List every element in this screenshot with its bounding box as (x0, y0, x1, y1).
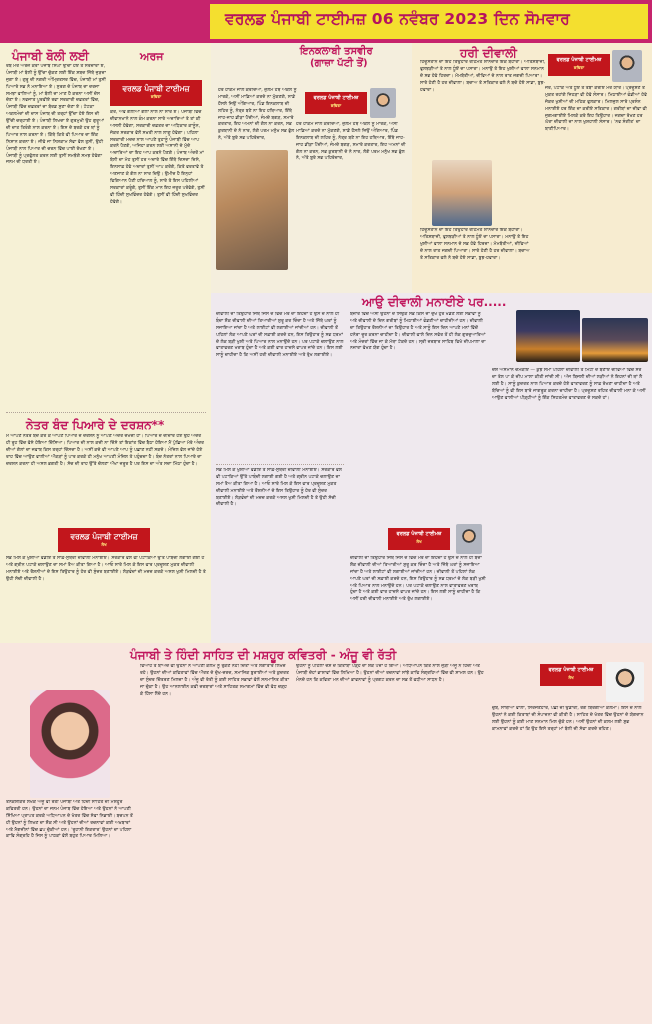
article-aao-col1-bottom: ਸਭ ਮਿਲ ਕੇ ਖੁਸ਼ੀਆਂ ਵੰਡੀਏ ਤੇ ਸਾਫ਼-ਸੁਥਰੀ ਦੀਵਾਲੀ ਮਨਾਈਏ। ਸਰਕਾਰ ਵੱਲੋਂ ਵੀ ਪਟਾਕਿਆਂ ਉੱਤੇ ਪਾਬੰਦੀ ਲਗਾਈ ਗਈ ਹੈ ਅਤੇ ਗ੍ਰੀਨ ਪਟਾਕੇ ਚਲਾਉਣ ਦਾ ਸਮਾਂ ਤੈਅ ਕੀਤਾ ਗਿਆ ਹੈ। ਆਓ ਸਾਰੇ ਮਿਲ ਕੇ ਇਸ ਵਾਰ ਪ੍ਰਦੂਸ਼ਣ ਮੁਕਤ ਦੀਵਾਲੀ ਮਨਾਈਏ ਅਤੇ ਰੌਸ਼ਨੀਆਂ ਦੇ ਇਸ ਤਿਉਹਾਰ ਨੂੰ ਹੋਰ ਵੀ ਸੁੰਦਰ ਬਣਾਈਏ। ਲੋੜਵੰਦਾਂ ਦੀ ਮਦਦ ਕਰਕੇ ਅਸਲ ਖੁਸ਼ੀ ਮਿਲਦੀ ਹੈ ਤੇ ਉਹੀ ਸੱਚੀ ਦੀਵਾਲੀ ਹੈ। (216, 468, 342, 508)
article-tasveer-text: ਹਰ ਹਾਕਮ ਜਾਲ ਕਰੇਂਦਿਆਂ, ਜ਼ੁਲਮ ਹੱਥ ਅਕਲ ਨੂੰ ਮਾਰਕੇ, ਅਸੀਂ ਮਾਡਿਆਂ ਕਰਦੇ ਨਾ ਮੁੱਕਣਗੇ, ਸਾਡੇ ਹੌਸਲੇ ਜਿਉਂ ਅੰਗਿਆਰ, ਪਿੰਡ ਇਨਕਲਾਬ ਦੀ ਲਹਿਰ ਨੂੰ, ਨੇਤ੍ਰ ਬਣੇ ਨਾ ਇਹ ਹਥਿਆਰ, ਇੱਥੇ ਜਾਹ-ਜਾਹ ਡੀੜਾ ਪੈਂਦੀਆਂ, ਜੰਮਦੇ ਬਗੜ, ਸਮਾਰੇ ਕਰਤਾਰ, ਇਹ ਅਮਨਾਂ ਦੀ ਗੱਲ ਨਾ ਕਰਨ, ਸਭ ਕੁਰਬਾਨੀ ਦੇ ਨੇ ਨਾਰ, ਲੱਗੇ ਪਰਮ ਮਨੁੱਖ ਸਭ ਭੁੱਲ ਨੇ, ਅੱਤੇ ਬੁਰੇ ਸਭ ਪਹਿਰੇਦਾਰ, (296, 122, 406, 162)
author-photo-tasveer (370, 88, 396, 118)
photo-diwali-lamps-2 (582, 318, 648, 362)
brand-sub: ਕਵਿਤਾ (150, 94, 162, 100)
brand-logo-boli (110, 80, 202, 106)
article-aao-col2-bottom: ਦੀਵਾਲੀ ਦਾ ਤਿਉਹਾਰ ਜਿਥੇ ਜਿਸੇ ਦੇ ਵਿਚ ਮੇਰੇ ਦਾ ਇਹਦਾ ਹੈ ਉਸ ਦੇ ਨਾਲ ਹੀ ਬੰਦਾ ਸ਼ੌਕ ਦੀਵਾਲੀ ਦੀਆਂ ਤਿਆਰੀਆਂ ਸ਼ੁਰੂ ਕਰ ਦਿੰਦਾ ਹੈ ਅਤੇ ਜਿੱਥੇ ਘਰਾਂ ਨੂੰ ਸਜਾਇਆ ਜਾਂਦਾ ਹੈ ਅਤੇ ਲਾਈਟਾਂ ਵੀ ਲਗਾਈਆਂ ਜਾਂਦੀਆਂ ਹਨ। ਦੀਵਾਲੀ ਤੋਂ ਪਹਿਲਾਂ ਲੋਕ ਆਪਣੇ ਘਰਾਂ ਦੀ ਸਫ਼ਾਈ ਕਰਦੇ ਹਨ, ਇਸ ਤਿਉਹਾਰ ਨੂੰ ਸਭ ਧਰਮਾਂ ਦੇ ਲੋਕ ਬੜੀ ਖੁਸ਼ੀ ਅਤੇ ਪਿਆਰ ਨਾਲ ਮਨਾਉਂਦੇ ਹਨ। ਪਰ ਪਟਾਕੇ ਚਲਾਉਣ ਨਾਲ ਵਾਤਾਵਰਣ ਖਰਾਬ ਹੁੰਦਾ ਹੈ ਅਤੇ ਕਈ ਵਾਰ ਹਾਦਸੇ ਵਾਪਰ ਜਾਂਦੇ ਹਨ। ਇਸ ਲਈ ਸਾਨੂੰ ਚਾਹੀਦਾ ਹੈ ਕਿ ਅਸੀਂ ਹਰੀ ਦੀਵਾਲੀ ਮਨਾਈਏ ਅਤੇ ਰੁੱਖ ਲਗਾਈਏ। (350, 556, 486, 603)
brand-sub: ਲੇਖ (416, 538, 422, 544)
photo-gaza-children (216, 150, 288, 270)
author-photo-kavitri (606, 662, 644, 702)
photo-anju-rattee (30, 690, 110, 798)
photo-diwali-lamps-1 (516, 310, 580, 362)
brand-name: ਵਰਲਡ ਪੰਜਾਬੀ ਟਾਈਮਜ਼ (70, 532, 138, 541)
brand-sub: ਲੇਖ (101, 542, 107, 548)
masthead (0, 0, 652, 43)
author-photo-aao (456, 524, 482, 554)
brand-sub: ਕਵਿਤਾ (573, 64, 585, 70)
article-aao-col1-top: ਦੀਵਾਲੀ ਦਾ ਤਿਉਹਾਰ ਜਿਥੇ ਜਿਸੇ ਦੇ ਵਿਚ ਮੇਰੇ ਦਾ ਇਹਦਾ ਹੈ ਉਸ ਦੇ ਨਾਲ ਹੀ ਬੰਦਾ ਸ਼ੌਕ ਦੀਵਾਲੀ ਦੀਆਂ ਤਿਆਰੀਆਂ ਸ਼ੁਰੂ ਕਰ ਦਿੰਦਾ ਹੈ ਅਤੇ ਜਿੱਥੇ ਘਰਾਂ ਨੂੰ ਸਜਾਇਆ ਜਾਂਦਾ ਹੈ ਅਤੇ ਲਾਈਟਾਂ ਵੀ ਲਗਾਈਆਂ ਜਾਂਦੀਆਂ ਹਨ। ਦੀਵਾਲੀ ਤੋਂ ਪਹਿਲਾਂ ਲੋਕ ਆਪਣੇ ਘਰਾਂ ਦੀ ਸਫ਼ਾਈ ਕਰਦੇ ਹਨ, ਇਸ ਤਿਉਹਾਰ ਨੂੰ ਸਭ ਧਰਮਾਂ ਦੇ ਲੋਕ ਬੜੀ ਖੁਸ਼ੀ ਅਤੇ ਪਿਆਰ ਨਾਲ ਮਨਾਉਂਦੇ ਹਨ। ਪਰ ਪਟਾਕੇ ਚਲਾਉਣ ਨਾਲ ਵਾਤਾਵਰਣ ਖਰਾਬ ਹੁੰਦਾ ਹੈ ਅਤੇ ਕਈ ਵਾਰ ਹਾਦਸੇ ਵਾਪਰ ਜਾਂਦੇ ਹਨ। ਇਸ ਲਈ ਸਾਨੂੰ ਚਾਹੀਦਾ ਹੈ ਕਿ ਅਸੀਂ ਹਰੀ ਦੀਵਾਲੀ ਮਨਾਈਏ ਅਤੇ ਰੁੱਖ ਲਗਾਈਏ। (216, 312, 344, 359)
article-diwali-text-right: ਜੇਰ, ਪਟਾਕੇ ਅਤੇ ਧੂੰਏਂ ਤੋਂ ਤੌਬਾ ਕਰੀਏ ਮੇਰੇ ਯਾਰ। ਪ੍ਰਦੂਸ਼ਣ ਤੋਂ ਮੁਕਤ ਰਹਾਂਗੇ ਜਿਹੜਾ ਵੀ ਹੋਵੇ ਸੰਸਾਰ। ਮਿਠਾਈਆਂ ਵੰਡੀਆਂ ਹੋਵੇ ਜੇਕਰ ਖੁਸ਼ੀਆਂ ਦੀ ਮਹਿਕ ਫੁਲਕਾਰ। ਮਿਲਜੁਲ ਸਾਰੇ ਪ੍ਰਸੰਨ ਮਨਾਈਏ ਹਰ ਇੱਕ ਦਾ ਕਰੀਏ ਸਤਿਕਾਰ। ਗਰੀਬਾਂ ਦਾ ਦੀਵਾ ਵੀ ਜੁਗਮਗਾਈਏ ਮਿਲਕੇ ਕਰੇ ਇਹ ਤਿਉਹਾਰ। ਜਗਦਾ ਰੱਖਣ ਹਰ ਘੇਰਾ ਦੀਵਾਲੀ ਦਾ ਨਾਲ ਖੁਸ਼ਹਾਲੀ ਸੰਸਾਰ। 'ਨਵ ਸੰਗੀਤ' ਦਾ ਬਾਣੀਪਿਆਰ। (545, 86, 647, 133)
heading-aao-diwali: ਆਉ ਦੀਵਾਲੀ ਮਨਾਈਏ ਪਰ..... (362, 295, 507, 309)
heading-hari-diwali: ਹਰੀ ਦੀਵਾਲੀ (460, 46, 517, 60)
heading-araj: ਅਰਜ (140, 50, 164, 63)
brand-logo-tasveer (305, 92, 367, 114)
article-tasveer-intro: ਹਰ ਹਾਕਮ ਜਾਲ ਕਰੇਂਦਿਆਂ, ਜ਼ੁਲਮ ਹੱਥ ਅਕਲ ਨੂੰ ਮਾਰਕੇ, ਅਸੀਂ ਮਾਡਿਆਂ ਕਰਦੇ ਨਾ ਮੁੱਕਣਗੇ, ਸਾਡੇ ਹੌਸਲੇ ਜਿਉਂ ਅੰਗਿਆਰ, ਪਿੰਡ ਇਨਕਲਾਬ ਦੀ ਲਹਿਰ ਨੂੰ, ਨੇਤ੍ਰ ਬਣੇ ਨਾ ਇਹ ਹਥਿਆਰ, ਇੱਥੇ ਜਾਹ-ਜਾਹ ਡੀੜਾ ਪੈਂਦੀਆਂ, ਜੰਮਦੇ ਬਗੜ, ਸਮਾਰੇ ਕਰਤਾਰ, ਇਹ ਅਮਨਾਂ ਦੀ ਗੱਲ ਨਾ ਕਰਨ, ਸਭ ਕੁਰਬਾਨੀ ਦੇ ਨੇ ਨਾਰ, ਲੱਗੇ ਪਰਮ ਮਨੁੱਖ ਸਭ ਭੁੱਲ ਨੇ, ਅੱਤੇ ਬੁਰੇ ਸਭ ਪਹਿਰੇਦਾਰ, (218, 88, 297, 142)
brand-sub: ਲੇਖ (568, 674, 574, 680)
brand-name: ਵਰਲਡ ਪੰਜਾਬੀ ਟਾਈਮਜ਼ (122, 84, 190, 93)
heading-tasveer-line1: ਇਨਕਲਾਬੀ ਤਸਵੀਰ (300, 46, 373, 57)
brand-name: ਵਰਲਡ ਪੰਜਾਬੀ ਟਾਈਮਜ਼ (313, 95, 359, 101)
article-diwali-text: ਹਿੰਦੂਸਤਾਨ ਦਾ ਇਹ ਤਿਉਹਾਰ ਰਹਿਮਤ ਸ਼ਾਨਦਾਰ ਇੱਕ ਬਹਾਰਾ। ਅਤਿਸ਼ਬਾਜ਼ੀ, ਫੁਲਝੜੀਆਂ ਤੇ ਨਾਲ ਧੂੰਏਂ ਦਾ ਪਸਾਰਾ। ਮਨਾਉ ਤੇ ਇਹ ਖੁਸ਼ੀਆਂ ਵਾਲਾ ਸਨਮਾਨ ਦੇ ਸਭ ਹੋਵੇ ਹਿਰਦਾ। ਮੋਮਬੱਤੀਆਂ, ਦੀਵਿਆਂ ਦੇ ਨਾਲ ਰਾਤ ਜਗਦੀ ਪਿਆਰਾ। ਸਾਰੇ ਹੋਣੀ ਹੈ ਹਰ ਦੀਵਾਲਾ। ਬਚਾਅ ਤੇ ਸਤਿਕਾਰ ਵਲੇ ਨੇ ਬਚੇ ਹੋਏ ਸਾਡਾ, ਬੁਝ-ਹਵਾਰਾ। (420, 60, 546, 93)
article-kavitri-col1: ਤਨਕਸ਼ੀਕਰ ਲੇਖਕ ਅੰਜੂ ਵੀ ਰੱਤੀ ਪੰਜਾਬੀ ਅਤੇ ਹਿੰਦੀ ਸਾਹਿਤ ਦੀ ਮਸ਼ਹੂਰ ਕਵਿਤਰੀ ਹਨ। ਉਹਨਾਂ ਦਾ ਜਨਮ ਪੰਜਾਬ ਵਿੱਚ ਹੋਇਆ ਅਤੇ ਉਹਨਾਂ ਨੇ ਆਪਣੀ ਸਿੱਖਿਆ ਪ੍ਰਾਪਤ ਕਰਕੇ ਅਧਿਆਪਨ ਦੇ ਖੇਤਰ ਵਿੱਚ ਸੇਵਾ ਨਿਭਾਈ। ਬਚਪਨ ਤੋਂ ਹੀ ਉਹਨਾਂ ਨੂੰ ਲਿਖਣ ਦਾ ਸ਼ੌਕ ਸੀ ਅਤੇ ਉਹਨਾਂ ਦੀਆਂ ਰਚਨਾਵਾਂ ਕਈ ਅਖ਼ਬਾਰਾਂ ਅਤੇ ਮੈਗਜ਼ੀਨਾਂ ਵਿੱਚ ਛਪ ਚੁੱਕੀਆਂ ਹਨ। 'ਰੂਹਾਨੀ ਇਕਰਾਰ' ਉਹਨਾਂ ਦਾ ਪਹਿਲਾ ਕਾਵਿ ਸੰਗ੍ਰਹਿ ਹੈ ਜਿਸ ਨੂੰ ਪਾਠਕਾਂ ਵੱਲੋਂ ਬਹੁਤ ਪਿਆਰ ਮਿਲਿਆ। (6, 800, 133, 840)
heading-tasveer-line2: (ਗਾਜ਼ਾ ਪੱਟੀ ਤੋਂ) (310, 58, 368, 69)
article-aao-col3: ਦੇਸ਼ੋ ਅਸਮਾਨ ਚਮਕੀਏ — ਕੁਝ ਸਮਾਂ ਪਹਿਲਾਂ ਦੀਵਾਲੀ ਤੇ ਮਿੱਟੀ ਦੇ ਬਣਾਏ ਦੀਵਿਆਂ ਵਿੱਚ ਸਰੋਂ ਦਾ ਤੇਲ ਪਾ ਕੇ ਦੀਪ ਮਾਲਾ ਕੀਤੀ ਜਾਂਦੀ ਸੀ। ਅੱਜ ਬਿਜਲੀ ਦੀਆਂ ਲੜੀਆਂ ਨੇ ਇਹਨਾਂ ਦੀ ਥਾਂ ਲੈ ਲਈ ਹੈ। ਸਾਨੂੰ ਕੁਦਰਤ ਨਾਲ ਪਿਆਰ ਕਰਦੇ ਹੋਏ ਵਾਤਾਵਰਣ ਨੂੰ ਸਾਫ਼ ਰੱਖਣਾ ਚਾਹੀਦਾ ਹੈ ਅਤੇ ਬੱਚਿਆਂ ਨੂੰ ਵੀ ਇਸ ਬਾਰੇ ਜਾਗਰੂਕ ਕਰਨਾ ਚਾਹੀਦਾ ਹੈ। ਪ੍ਰਦੂਸ਼ਣ ਰਹਿਤ ਦੀਵਾਲੀ ਮਨਾ ਕੇ ਅਸੀਂ ਆਉਣ ਵਾਲੀਆਂ ਪੀੜ੍ਹੀਆਂ ਨੂੰ ਇੱਕ ਸਿਹਤਮੰਦ ਵਾਤਾਵਰਣ ਦੇ ਸਕਦੇ ਹਾਂ। (492, 368, 646, 401)
article-diwali-text-end: ਹਿੰਦੂਸਤਾਨ ਦਾ ਇਹ ਤਿਉਹਾਰ ਰਹਿਮਤ ਸ਼ਾਨਦਾਰ ਇੱਕ ਬਹਾਰਾ। ਅਤਿਸ਼ਬਾਜ਼ੀ, ਫੁਲਝੜੀਆਂ ਤੇ ਨਾਲ ਧੂੰਏਂ ਦਾ ਪਸਾਰਾ। ਮਨਾਉ ਤੇ ਇਹ ਖੁਸ਼ੀਆਂ ਵਾਲਾ ਸਨਮਾਨ ਦੇ ਸਭ ਹੋਵੇ ਹਿਰਦਾ। ਮੋਮਬੱਤੀਆਂ, ਦੀਵਿਆਂ ਦੇ ਨਾਲ ਰਾਤ ਜਗਦੀ ਪਿਆਰਾ। ਸਾਰੇ ਹੋਣੀ ਹੈ ਹਰ ਦੀਵਾਲਾ। ਬਚਾਅ ਤੇ ਸਤਿਕਾਰ ਵਲੇ ਨੇ ਬਚੇ ਹੋਏ ਸਾਡਾ, ਬੁਝ-ਹਵਾਰਾ। (420, 228, 530, 261)
article-araj-text: ਕਰੋ, ਐਵੇਂ ਗੱਲੀਆਂ ਗੱਲਾਂ ਨਾਲ ਨਾ ਸਾਰੋ ਏ। ਪੰਜਾਬੀ ਵਿੱਚ ਦੀਵਾਨਖਾਨੇ ਨਾਲ ਕੰਮ ਕਰਨਾ ਸਾਰੇ ਅਦਾਰਿਆਂ ਤੇ ਤਾਂ ਕੀ ਅਸਲੀ ਹੋਵੇਗਾ, ਸਰਕਾਰੀ ਦਫ਼ਤਰ ਦਾ ਅਧਿਕਾਰ ਕਾਨੂੰਨ, ਜੇਕਰ ਸਰਕਾਰ ਵੱਲੋਂ ਸਖ਼ਤੀ ਨਾਲ ਲਾਗੂ ਹੋਵੇਗਾ। ਪਹਿਲਾ ਸਰਕਾਰੀ ਮਦਦ ਨਾਲ ਆਪਣੇ ਤੁਹਾਨੂੰ ਪੰਜਾਬੀ ਵਿੱਚ ਆਪ ਕਰਨੇ ਪੈਣਗੇ, ਅਜਿਹਾ ਕਰਨ ਲਈ ਅਸਾਨੀ ਦੇ ਮੁੱਦੇ ਅਦਾਰਿਆਂ ਦਾ ਇਹ ਆਪ ਕਰਨੇ ਪੈਣਗੇ। ਪੰਜਾਬ ਅੰਦਰੋਂ ਮਾਂ ਬੋਲੀ ਦਾ ਮੋਹ ਤੁਸੀਂ ਹਰ ਅਦਾਰੇ ਵਿੱਚ ਇੱਥੇ ਦਿਸਦਾ ਦਿਸੇ, ਇਨਸਾਫ਼ ਹੋਵੇ ਅਦਾਰਾਂ ਤੁਸੀਂ ਆਪ ਕਰੋਗੇ, ਕਿਤੇ ਵਰਤਾਵੇ ਤੇ ਅਣਜਾਣ ਕੇ ਗੱਲ ਨਾ ਸਾਰ ਦਿਉ। ਉਮੀਦ ਹੈ ਇਨ੍ਹਾਂ ਵਿਗਿਆਨ ਪੈਣੀ ਹਰਿਆਲ ਨੂੰ, ਸਾਰੇ ਤੇ ਇਸ ਪਹਿਲੀਆਂ ਸਰਕਾਰਾਂ ਕਰੂੰਗੇ, ਤੁਸੀਂ ਇੱਕ ਮਾਨ ਇਹ ਜਰੂਰ ਪਰੋਵੇਗੇ, ਤੁਸੀਂ ਵੀ ਹਿੰਦੀ ਸੁਖਵਿੰਦਰ ਹੋਵੇਗੇ। ਤੁਸੀਂ ਵੀ ਹਿੰਦੀ ਸੁਖਵਿੰਦਰ ਹੋਵੇਗੇ। (110, 110, 205, 205)
article-boli-text: ਰੱਬ ਮੇਰੇ ਅਰਜ਼ ਕਰਾਂ ਪੰਜਾਬ ਸਿੰਘਾਂ ਉੱਚਾ ਹੋਏ ਤੇ ਸਰਦਾਰਾ ਏ, ਪੰਜਾਬੀ ਮਾਂ ਬੋਲੀ ਨੂੰ ਉੱਚਾ ਚੁੱਕਣ ਲਈ ਇੱਕ ਸ਼ਬਦ ਜਿੱਥੇ ਜੁੜਦਾ ਜੁਗਾ ਏ। ਗੁਰੂ ਦੀ ਨਗਰੀ ਅੰਮ੍ਰਿਤਸਰ ਵਿੱਚ, ਪੰਜਾਬੀ ਮਾਂ ਤੁਸੀਂ ਪਿਆਰੇ ਸਭ ਨੇ ਮਨਾਇਆ ਏ। ਸੁਰਗ ਦੇ ਪੰਜਾਬ ਦਾ ਦਰਜਾ ਸਮਝਾ ਵਾਲਿਆਂ ਨੂੰ, ਮਾਂ ਬੋਲੀ ਦਾ ਮਾਣ ਹੈ ਕਰਨਾ ਅਸੀਂ ਦੱਸ ਦੇਣਾ ਏ। ਨਵਜਾਤ ਪੂਰਵੀਏ ਰਵਾ ਸਰਕਾਰੀ ਦਫ਼ਤਰਾਂ ਵਿੱਚ, ਪੰਜਾਬੀ ਵਿੱਚ ਦਫ਼ਤਰਾਂ ਦਾ ਬੋਰਡ ਸੁਣਾ ਦੇਣਾ ਏ। ਟੋਟਕਾ ਅਕਲਮੰਦਾਂ ਦੀ ਦਾਸ ਪੰਜਾਬ ਦੀ ਤਰ੍ਹਾਂ ਉੱਚਾ ਹੋਏ ਇਸ ਦੀ ਉੱਚੀ ਚਰ੍ਹਾਈ ਏ। ਪੰਜਾਬੀ ਲਿਖਦਾ ਏ ਗੁਰਮੁਖੀ ਉਹ ਗੁਰੂਆਂ ਦੀ ਦਾਤ ਤਿਰੰਗੇ ਨਾਲ ਕਰਨਾ ਏ। ਇਸ ਦੇ ਬਰਕੇ ਹਰ ਥਾਂ ਨੂੰ ਪਿਆਰ ਨਾਲ ਕਰਨਾ ਏ। ਕਿੱਥੇ ਕਿਤੇ ਵੀ ਪਿਆਰ ਦਾ ਇੱਕ ਨਿਸ਼ਾਨ ਕਰਨਾ ਏ। ਜੀਵੇ ਜਾ ਨਿਸ਼ਕਾਮ ਸੇਵਾ ਵੱਲ ਤੁਸੀਂ, ਉਹੀ ਪੰਜਾਬੀ ਨਾਲ ਪਿਆਰ ਦੀ ਚਰਨ ਵਿੱਚ ਪਾਈ ਰੱਖਣਾ ਏ। ਪੰਜਾਬੀ ਨੂੰ ਪ੍ਰਫੁੱਲਤ ਕਰਨ ਲਈ ਤੁਸੀਂ ਸਮਝੋਗੇ ਸਮਝ ਹੋਵੇਗਾ ਜਨਮ ਦੀ ਧਰਤੀ ਏ। (6, 64, 106, 166)
brand-logo-kavitri (540, 664, 602, 686)
masthead-title: ਵਰਲਡ ਪੰਜਾਬੀ ਟਾਈਮਜ਼ 06 ਨਵੰਬਰ 2023 ਦਿਨ ਸੋਮਵਾਰ (225, 10, 570, 28)
article-aao-col2: ਬਜ਼ਾਰ ਵਿੱਚ ਅਸੀਂ ਉਹਨਾਂ ਦੇ ਸਿਉਂਕ ਸਭ ਕਿਸੇ ਦਾ ਦੁੱਖ ਹੁਰ ਖੇਡਣ ਲਈ ਸਭਾਵਾਂ ਨੂੰ ਅਤੇ ਦੀਵਾਲੀ ਦੇ ਦਿਨ ਗਰੀਬਾਂ ਨੂੰ ਮਿਠਾਈਆਂ ਵੰਡਣੀਆਂ ਚਾਹੀਦੀਆਂ ਹਨ। ਦੀਵਾਲੀ ਦਾ ਤਿਉਹਾਰ ਰੌਸ਼ਨੀਆਂ ਦਾ ਤਿਉਹਾਰ ਹੈ ਅਤੇ ਸਾਨੂੰ ਇਸ ਦਿਨ ਆਪਣੇ ਮਨਾਂ ਵਿੱਚੋਂ ਹਨੇਰਾ ਦੂਰ ਕਰਨਾ ਚਾਹੀਦਾ ਹੈ। ਦੀਵਾਲੀ ਵਾਲੇ ਦਿਨ ਸਵੇਰ ਤੋਂ ਹੀ ਲੋਕ ਗੁਰਦੁਆਰਿਆਂ ਅਤੇ ਮੰਦਰਾਂ ਵਿੱਚ ਜਾ ਕੇ ਮੱਥਾ ਟੇਕਦੇ ਹਨ। ਸ੍ਰੀ ਦਰਬਾਰ ਸਾਹਿਬ ਵਿਖੇ ਦੀਪਮਾਲਾ ਦਾ ਨਜ਼ਾਰਾ ਵੇਖਣ ਯੋਗ ਹੁੰਦਾ ਹੈ। (350, 312, 486, 352)
brand-name: ਵਰਲਡ ਪੰਜਾਬੀ ਟਾਈਮਜ਼ (556, 57, 602, 63)
brand-logo-diwali (548, 54, 610, 76)
article-kavitri-col2: ਵਿਆਹ ਤੋਂ ਬਾਅਦ ਵੀ ਉਹਨਾਂ ਨੇ ਆਪਣੀ ਕਲਮ ਨੂੰ ਰੁਕਣ ਨਹੀਂ ਦਿੱਤਾ ਅਤੇ ਲਗਾਤਾਰ ਲਿਖਦੇ ਰਹੇ। ਉਹਨਾਂ ਦੀਆਂ ਕਵਿਤਾਵਾਂ ਵਿੱਚ ਔਰਤ ਦੇ ਦੁੱਖ-ਦਰਦ, ਸਮਾਜਿਕ ਬੁਰਾਈਆਂ ਅਤੇ ਕੁਦਰਤ ਦਾ ਸੁੰਦਰ ਚਿੱਤਰਣ ਮਿਲਦਾ ਹੈ। ਅੰਜੂ ਵੀ ਰੱਤੀ ਨੂੰ ਕਈ ਸਾਹਿਤ ਸਭਾਵਾਂ ਵੱਲੋਂ ਸਨਮਾਨਿਤ ਕੀਤਾ ਜਾ ਚੁੱਕਾ ਹੈ। ਉਹ ਆਨਲਾਈਨ ਕਵੀ ਦਰਬਾਰਾਂ ਅਤੇ ਸਾਹਿਤਕ ਸਮਾਗਮਾਂ ਵਿੱਚ ਵੀ ਵੱਧ ਚੜ੍ਹ ਕੇ ਹਿੱਸਾ ਲੈਂਦੇ ਹਨ। (140, 664, 290, 697)
divider (6, 412, 206, 413)
brand-sub: ਕਵਿਤਾ (330, 102, 342, 108)
article-netar-text-continued: ਸਭ ਮਿਲ ਕੇ ਖੁਸ਼ੀਆਂ ਵੰਡੀਏ ਤੇ ਸਾਫ਼-ਸੁਥਰੀ ਦੀਵਾਲੀ ਮਨਾਈਏ। ਸਰਕਾਰ ਵੱਲੋਂ ਵੀ ਪਟਾਕਿਆਂ ਉੱਤੇ ਪਾਬੰਦੀ ਲਗਾਈ ਗਈ ਹੈ ਅਤੇ ਗ੍ਰੀਨ ਪਟਾਕੇ ਚਲਾਉਣ ਦਾ ਸਮਾਂ ਤੈਅ ਕੀਤਾ ਗਿਆ ਹੈ। ਆਓ ਸਾਰੇ ਮਿਲ ਕੇ ਇਸ ਵਾਰ ਪ੍ਰਦੂਸ਼ਣ ਮੁਕਤ ਦੀਵਾਲੀ ਮਨਾਈਏ ਅਤੇ ਰੌਸ਼ਨੀਆਂ ਦੇ ਇਸ ਤਿਉਹਾਰ ਨੂੰ ਹੋਰ ਵੀ ਸੁੰਦਰ ਬਣਾਈਏ। ਲੋੜਵੰਦਾਂ ਦੀ ਮਦਦ ਕਰਕੇ ਅਸਲ ਖੁਸ਼ੀ ਮਿਲਦੀ ਹੈ ਤੇ ਉਹੀ ਸੱਚੀ ਦੀਵਾਲੀ ਹੈ। (6, 556, 206, 582)
heading-punjabi-boli: ਪੰਜਾਬੀ ਬੋਲੀ ਲਈ (12, 49, 89, 63)
brand-logo-aao (388, 528, 450, 550)
article-netar-text: ਮੈਂ ਆਪਣੇ ਨੇਤਰ ਬੰਦ ਕਰ ਕੇ ਆਪਣੇ ਪਿਆਰੇ ਦੇ ਦਰਸ਼ਨ ਨੂੰ ਆਪਣੇ ਅੰਦਰ ਦੇਖਦੀ ਹਾਂ। ਪਿਆਰੇ ਦੇ ਦੀਦਾਰ ਹੋਏ ਉਹ ਅੰਦਰ ਹੀ ਰੂਹ ਵਿੱਚ ਵੱਸੇ ਹੋਇਆ ਦਿੱਸਿਆ। ਪਿਆਰ ਦੀ ਨਾਲ ਕਦੀ ਨਾ ਦਿੱਸੇ ਤਾਂ ਇਕਾਂਤ ਵਿੱਚ ਬੈਠਾ ਹੋਇਆ ਮੈਂ ਪੁੱਛਿਆ ਮੇਰੇ ਅੰਦਰ ਦੀਆਂ ਗੱਲਾਂ ਦਾ ਜਵਾਬ ਕਿਸ ਤਰ੍ਹਾਂ ਦਿੱਸਦਾ ਹੈ। ਅਸੀਂ ਕਦੇ ਵੀ ਆਪਣੇ ਆਪ ਨੂੰ ਪਛਾਣ ਨਹੀਂ ਸਕਦੇ। ਮੰਜ਼ਿਲ ਵੱਲ ਜਾਂਦੇ ਹੋਏ ਰਾਹ ਵਿੱਚ ਆਉਣ ਵਾਲੀਆਂ ਔਕੜਾਂ ਨੂੰ ਪਾਰ ਕਰਕੇ ਹੀ ਮਨੁੱਖ ਆਪਣੀ ਮੰਜ਼ਿਲ ਤੇ ਪਹੁੰਚਦਾ ਹੈ। ਬੰਦ ਨੇਤਰਾਂ ਨਾਲ ਪਿਆਰੇ ਦਾ ਦਰਸ਼ਨ ਕਰਨਾ ਹੀ ਅਸਲ ਭਗਤੀ ਹੈ। ਸੱਚ ਦੀ ਰਾਹ ਉੱਤੇ ਚੱਲਣਾ ਔਖਾ ਜ਼ਰੂਰ ਹੈ ਪਰ ਇਸ ਦਾ ਅੰਤ ਸਦਾ ਮਿੱਠਾ ਹੁੰਦਾ ਹੈ। (6, 434, 205, 467)
heading-kavitri: ਪੰਜਾਬੀ ਤੇ ਹਿੰਦੀ ਸਾਹਿਤ ਦੀ ਮਸ਼ਹੂਰ ਕਵਿਤਰੀ - ਅੰਜੂ ਵੀ ਰੱਤੀ (130, 648, 397, 662)
brand-name: ਵਰਲਡ ਪੰਜਾਬੀ ਟਾਈਮਜ਼ (396, 531, 442, 537)
brand-logo-netar (58, 528, 150, 552)
photo-child-diwali (432, 160, 492, 226)
heading-netar: ਨੇਤਰ ਬੰਦ ਪਿਆਰੇ ਦੇ ਦਰਸ਼ਨ** (26, 418, 165, 432)
author-photo-diwali (612, 50, 642, 82)
brand-name: ਵਰਲਡ ਪੰਜਾਬੀ ਟਾਈਮਜ਼ (548, 667, 594, 673)
article-kavitri-col3: ਉਹਨਾਂ ਨੂੰ ਪਹਿਲਾ ਦੇਸ਼ ਦੇ ਕਿਤਾਬਾਂ ਪੜ੍ਹ ਦਾ ਸ਼ੌਕ ਪੈਦਾ ਹੋ ਗਿਆ। ਅਧਿਆਪਨ ਕਿੱਤੇ ਨਾਲ ਜੁੜੀ ਅੰਜੂ ਨੇ ਹਿੰਦੀ ਅਤੇ ਪੰਜਾਬੀ ਦੋਹਾਂ ਭਾਸ਼ਾਵਾਂ ਵਿੱਚ ਲਿਖਿਆ ਹੈ। ਉਹਨਾਂ ਦੀਆਂ ਰਚਨਾਵਾਂ ਸਾਂਝੇ ਕਾਵਿ ਸੰਗ੍ਰਹਿਆਂ ਵਿੱਚ ਵੀ ਸ਼ਾਮਲ ਹਨ। ਉਹ ਮੰਨਦੇ ਹਨ ਕਿ ਕਵਿਤਾ ਮਨ ਦੀਆਂ ਭਾਵਨਾਵਾਂ ਨੂੰ ਪ੍ਰਗਟ ਕਰਨ ਦਾ ਸਭ ਤੋਂ ਵਧੀਆ ਸਾਧਨ ਹੈ। (296, 664, 484, 683)
article-kavitri-col4: ਚੁੰਬ, ਸਾਥੀਆਂ ਵਾਲਾ, ਸਿਰਜਣਹਾਰੇ, ਪੰਛੀ ਦੀ ਉਡਾਰੀ, ਰੰਗ ਬਿਰੰਗੀਆਂ ਕਲਮਾਂ। ਇਸ ਦੇ ਨਾਲ ਉਹਨਾਂ ਨੇ ਕਈ ਕਿਤਾਬਾਂ ਦੀ ਸੰਪਾਦਨਾ ਵੀ ਕੀਤੀ ਹੈ। ਸਾਹਿਤ ਦੇ ਖੇਤਰ ਵਿੱਚ ਉਹਨਾਂ ਦੇ ਯੋਗਦਾਨ ਲਈ ਉਹਨਾਂ ਨੂੰ ਕਈ ਮਾਣ ਸਨਮਾਨ ਮਿਲ ਚੁੱਕੇ ਹਨ। ਅਸੀਂ ਉਹਨਾਂ ਦੀ ਕਲਮ ਲਈ ਸ਼ੁਭ ਕਾਮਨਾਵਾਂ ਕਰਦੇ ਹਾਂ ਕਿ ਉਹ ਇਸੇ ਤਰ੍ਹਾਂ ਮਾਂ ਬੋਲੀ ਦੀ ਸੇਵਾ ਕਰਦੇ ਰਹਿਣ। (492, 706, 644, 732)
divider (216, 464, 344, 465)
